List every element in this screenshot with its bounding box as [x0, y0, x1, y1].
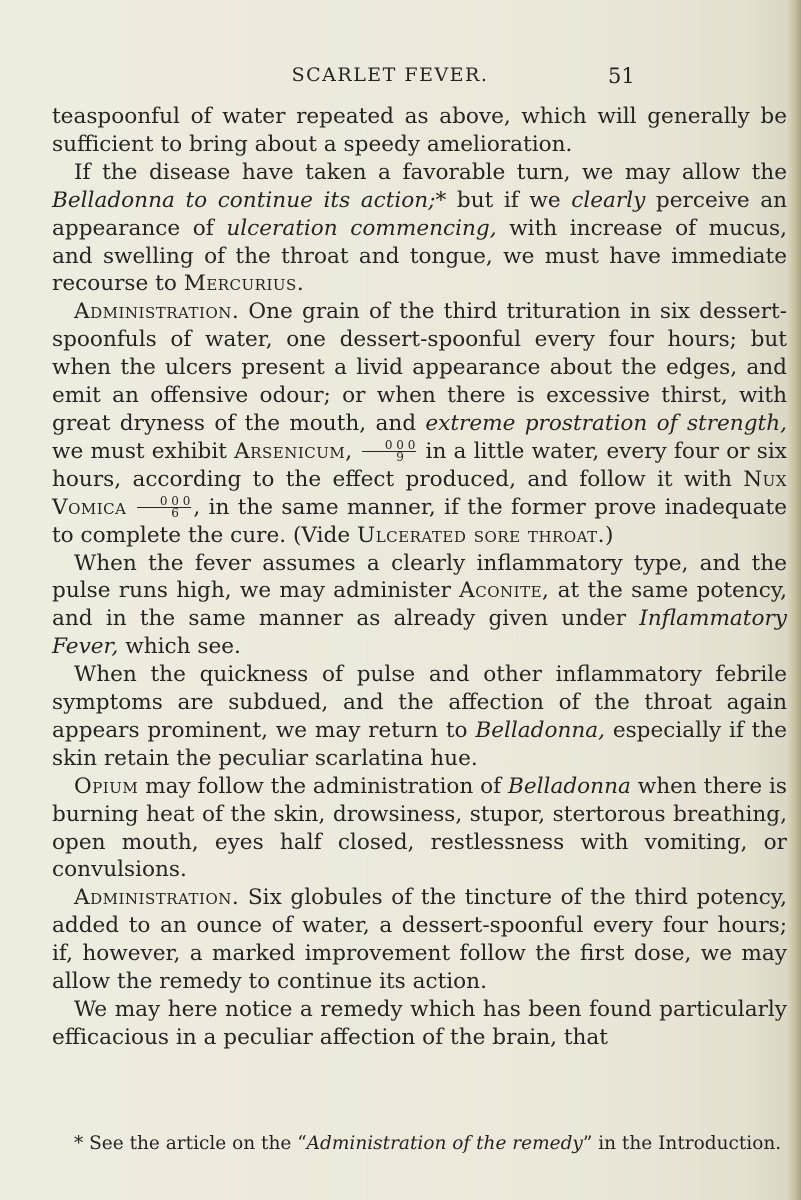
cross-reference-ulcerated-sore-throat: Ulcerated sore throat.	[357, 522, 605, 548]
administration-heading-2: Administration.	[74, 885, 240, 911]
paragraph-4-text-a: When the fever assumes a clearly inflammatory type, and the pulse runs high, we may administer	[52, 550, 787, 604]
page-edge-shadow	[785, 0, 801, 1200]
paragraph-4-text-c: which see.	[118, 634, 241, 660]
paragraph-3-text-c: in a little water, every four or six hours, according to the effect produced, and follow it with	[52, 438, 787, 492]
paragraph-8-text-a: We may here notice a remedy which has been found particularly efficacious in a peculiar affection of the brain, that	[52, 997, 787, 1050]
paragraph-3-text-d: , in the same manner, if the former prove inadequate to complete the cure. (Vide	[52, 494, 787, 548]
footnote	[52, 1133, 787, 1154]
fraction-denominator: 6	[171, 506, 179, 521]
paragraph-4-text-b: at the same potency, and in the same manner as already given under	[52, 578, 788, 632]
paragraph-6	[52, 773, 787, 885]
fraction-denominator: 9	[396, 450, 404, 465]
page-header	[0, 64, 801, 90]
paragraph-2-text-d: with increase of mucus, and swelling of the throat and tongue, we must have immediate recourse to	[52, 215, 787, 297]
paragraph-2-text-a: If the disease have taken a favorable turn, we may allow the	[74, 159, 787, 185]
paragraph-8	[52, 996, 787, 1052]
paragraph-7-text-a: Six globules of the tincture of the third potency, added to an ounce of water, a dessert-spoonful every four hours; if, however, a marked improvement follow the first dose, we may allow the remedy to continue its action.	[52, 885, 787, 995]
remedy-mercurius: Mercurius.	[183, 271, 305, 297]
paragraph-2-emphasis-clearly: clearly	[571, 187, 646, 213]
running-title: SCARLET FEVER.	[291, 64, 489, 86]
paragraph-1	[52, 103, 787, 159]
administration-heading-1: Administration.	[74, 299, 240, 325]
remedy-arsenicum: Arsenicum,	[234, 438, 353, 464]
paragraph-2-emphasis-ulceration: ulceration commencing,	[226, 215, 497, 241]
body-text	[52, 103, 787, 1052]
paragraph-1-text: teaspoonful of water repeated as above, which will generally be sufficient to bring about a speedy amelioration.	[52, 104, 787, 157]
paragraph-3-text-e: )	[605, 522, 614, 548]
dilution-fraction-nux-vomica	[137, 496, 192, 519]
paragraph-6-text-b: when there is burning heat of the skin, drowsiness, stupor, stertorous breathing, open mouth, eyes half closed, restlessness with vomiting, or convulsions.	[52, 773, 787, 883]
paragraph-6-text-a: may follow the administration of	[138, 773, 508, 799]
remedy-opium: Opium	[74, 773, 139, 799]
footnote-text-a: * See the article on the “	[74, 1133, 307, 1154]
paragraph-2-text-c: perceive an appearance of	[52, 187, 787, 241]
paragraph-5-text-a: When the quickness of pulse and other inflammatory febrile symptoms are subdued, and the affection of the throat again appears prominent, we may return to	[52, 662, 787, 743]
footnote-emphasis: Administration of the remedy	[306, 1133, 583, 1154]
page-number: 51	[608, 64, 635, 88]
remedy-nux-vomica: Nux Vomica	[52, 466, 787, 520]
paragraph-3-emphasis-prostration: extreme prostration of strength,	[425, 410, 787, 436]
paragraph-3	[52, 298, 787, 549]
paragraph-5-text-b: especially if the skin retain the peculiar scarlatina hue.	[52, 717, 787, 771]
paragraph-2-text-b: * but if we	[435, 187, 572, 213]
fraction-numerator: 0 0 0	[137, 496, 192, 508]
paragraph-3-text-a: One grain of the third trituration in six dessert-spoonfuls of water, one dessert-spoonful every four hours; but when the ulcers present a livid appearance about the edges, and emit an offensive odour; or when there is excessive thirst, with great dryness of the mouth, and	[52, 299, 787, 436]
paragraph-4	[52, 550, 787, 662]
paragraph-5	[52, 661, 787, 773]
paragraph-3-text-b: we must exhibit	[52, 438, 235, 464]
remedy-aconite: Aconite,	[459, 578, 550, 604]
dilution-fraction-arsenicum	[362, 440, 417, 463]
paragraph-6-emphasis-belladonna: Belladonna	[508, 773, 631, 799]
paragraph-7	[52, 884, 787, 996]
paragraph-2	[52, 159, 787, 299]
fraction-numerator: 0 0 0	[362, 440, 417, 452]
paragraph-2-emphasis-belladonna: Belladonna to continue its action;	[52, 187, 436, 213]
paragraph-5-emphasis-belladonna: Belladonna,	[475, 717, 606, 743]
footnote-text-b: ” in the Introduction.	[582, 1133, 782, 1154]
paragraph-4-emphasis-inflammatory-fever: Inflammatory Fever,	[52, 606, 787, 660]
